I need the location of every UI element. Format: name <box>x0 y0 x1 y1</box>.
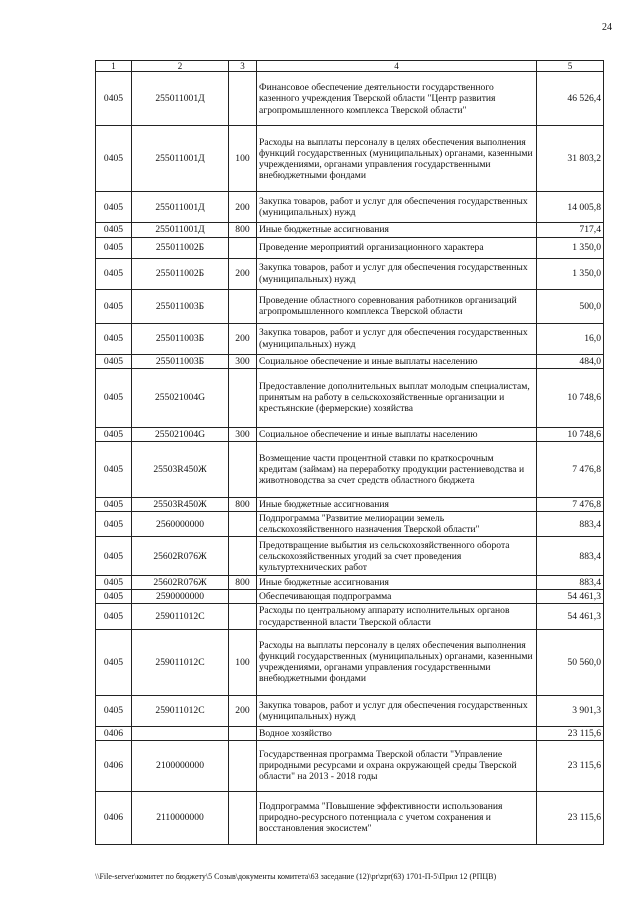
item-name-cell: Иные бюджетные ассигнования <box>257 497 537 511</box>
column-header: 4 <box>257 61 537 72</box>
amount-cell: 50 560,0 <box>537 629 604 695</box>
item-name-cell: Социальное обеспечение и иные выплаты населению <box>257 427 537 441</box>
target-code-cell <box>132 726 229 740</box>
table-row <box>96 258 604 289</box>
column-header: 5 <box>537 61 604 72</box>
item-name-cell: Государственная программа Тверской области "Управление природными ресурсами и охрана окружающей среды Тверской области" на 2013 - 2018 годы <box>257 740 537 791</box>
target-code-cell: 25602R076Ж <box>132 537 229 576</box>
section-code-cell: 0405 <box>96 576 132 590</box>
expense-type-cell: 800 <box>229 576 257 590</box>
section-code-cell: 0405 <box>96 289 132 323</box>
table-row <box>96 511 604 536</box>
item-name-cell: Расходы по центральному аппарату исполнительных органов государственной власти Тверской области <box>257 604 537 629</box>
section-code-cell: 0405 <box>96 192 132 223</box>
amount-cell: 484,0 <box>537 354 604 368</box>
section-code-cell: 0405 <box>96 368 132 427</box>
amount-cell: 54 461,3 <box>537 590 604 604</box>
item-name-cell: Закупка товаров, работ и услуг для обеспечения государственных (муниципальных) нужд <box>257 695 537 726</box>
expense-type-cell <box>229 72 257 126</box>
target-code-cell: 259011012С <box>132 695 229 726</box>
expense-type-cell: 800 <box>229 223 257 237</box>
table-row <box>96 323 604 354</box>
item-name-cell: Социальное обеспечение и иные выплаты населению <box>257 354 537 368</box>
expense-type-cell: 800 <box>229 497 257 511</box>
expense-type-cell <box>229 740 257 791</box>
section-code-cell: 0405 <box>96 223 132 237</box>
item-name-cell: Проведение областного соревнования работников организаций агропромышленного комплекса Тверской области <box>257 289 537 323</box>
target-code-cell: 2100000000 <box>132 740 229 791</box>
section-code-cell: 0405 <box>96 497 132 511</box>
table-row <box>96 576 604 590</box>
amount-cell: 3 901,3 <box>537 695 604 726</box>
table-row <box>96 537 604 576</box>
item-name-cell: Иные бюджетные ассигнования <box>257 576 537 590</box>
amount-cell: 23 115,6 <box>537 791 604 844</box>
table-row <box>96 740 604 791</box>
table-row <box>96 427 604 441</box>
item-name-cell: Закупка товаров, работ и услуг для обеспечения государственных (муниципальных) нужд <box>257 323 537 354</box>
item-name-cell: Расходы на выплаты персоналу в целях обеспечения выполнения функций государственных (муниципальных) органами, казенными учреждениями, органами управления государственными внебюджетными фондами <box>257 126 537 192</box>
target-code-cell: 255021004G <box>132 427 229 441</box>
item-name-cell: Расходы на выплаты персоналу в целях обеспечения выполнения функций государственных (муниципальных) органами, казенными учреждениями, органами управления государственными внебюджетными фондами <box>257 629 537 695</box>
table-row <box>96 354 604 368</box>
amount-cell: 14 005,8 <box>537 192 604 223</box>
table-row <box>96 126 604 192</box>
section-code-cell: 0405 <box>96 258 132 289</box>
item-name-cell: Финансовое обеспечение деятельности государственного казенного учреждения Тверской области "Центр развития агропромышленного комплекса Тверской области" <box>257 72 537 126</box>
amount-cell: 46 526,4 <box>537 72 604 126</box>
amount-cell: 23 115,6 <box>537 740 604 791</box>
item-name-cell: Водное хозяйство <box>257 726 537 740</box>
section-code-cell: 0405 <box>96 604 132 629</box>
section-code-cell: 0405 <box>96 695 132 726</box>
target-code-cell: 255011001Д <box>132 223 229 237</box>
section-code-cell: 0405 <box>96 427 132 441</box>
amount-cell: 883,4 <box>537 537 604 576</box>
section-code-cell: 0405 <box>96 537 132 576</box>
section-code-cell: 0405 <box>96 590 132 604</box>
section-code-cell: 0406 <box>96 726 132 740</box>
table-row <box>96 223 604 237</box>
table-row <box>96 590 604 604</box>
target-code-cell: 255011001Д <box>132 72 229 126</box>
amount-cell: 10 748,6 <box>537 427 604 441</box>
section-code-cell: 0405 <box>96 511 132 536</box>
item-name-cell: Закупка товаров, работ и услуг для обеспечения государственных (муниципальных) нужд <box>257 258 537 289</box>
amount-cell: 883,4 <box>537 576 604 590</box>
expense-type-cell <box>229 726 257 740</box>
amount-cell: 54 461,3 <box>537 604 604 629</box>
expense-type-cell: 100 <box>229 126 257 192</box>
expense-type-cell <box>229 441 257 497</box>
table-row <box>96 604 604 629</box>
item-name-cell: Предоставление дополнительных выплат молодым специалистам, принятым на работу в сельскохозяйственные организации и крестьянские (фермерские) хозяйства <box>257 368 537 427</box>
amount-cell: 717,4 <box>537 223 604 237</box>
expense-type-cell: 200 <box>229 695 257 726</box>
item-name-cell: Подпрограмма "Повышение эффективности использования природно-ресурсного потенциала с учетом сохранения и восстановления экосистем" <box>257 791 537 844</box>
section-code-cell: 0405 <box>96 72 132 126</box>
expense-type-cell: 300 <box>229 427 257 441</box>
amount-cell: 7 476,8 <box>537 497 604 511</box>
footer-file-path: \\File-server\комитет по бюджету\5 Созыв\документы комитета\63 заседание (12)\pr\zpr(63) 1701-П-5\Прил 12 (РПЦВ) <box>95 872 497 881</box>
target-code-cell: 259011012С <box>132 604 229 629</box>
table-header-row <box>96 61 604 72</box>
target-code-cell: 255011002Б <box>132 237 229 258</box>
table-row <box>96 368 604 427</box>
expense-type-cell: 200 <box>229 192 257 223</box>
target-code-cell: 255021004G <box>132 368 229 427</box>
target-code-cell: 25602R076Ж <box>132 576 229 590</box>
item-name-cell: Иные бюджетные ассигнования <box>257 223 537 237</box>
target-code-cell: 255011003Б <box>132 323 229 354</box>
expense-type-cell: 100 <box>229 629 257 695</box>
table-row <box>96 497 604 511</box>
column-header: 2 <box>132 61 229 72</box>
expense-type-cell: 300 <box>229 354 257 368</box>
table-row <box>96 629 604 695</box>
expense-type-cell <box>229 590 257 604</box>
target-code-cell: 25503R450Ж <box>132 441 229 497</box>
table-row <box>96 791 604 844</box>
expense-type-cell <box>229 604 257 629</box>
table-row <box>96 695 604 726</box>
amount-cell: 23 115,6 <box>537 726 604 740</box>
column-header: 3 <box>229 61 257 72</box>
table-row <box>96 192 604 223</box>
item-name-cell: Предотвращение выбытия из сельскохозяйственного оборота сельскохозяйственных угодий за счет проведения культуртехнических работ <box>257 537 537 576</box>
table-row <box>96 289 604 323</box>
target-code-cell: 25503R450Ж <box>132 497 229 511</box>
section-code-cell: 0405 <box>96 629 132 695</box>
section-code-cell: 0405 <box>96 441 132 497</box>
item-name-cell: Возмещение части процентной ставки по краткосрочным кредитам (займам) на переработку продукции растениеводства и животноводства за счет средств областного бюджета <box>257 441 537 497</box>
amount-cell: 1 350,0 <box>537 258 604 289</box>
item-name-cell: Проведение мероприятий организационного характера <box>257 237 537 258</box>
item-name-cell: Подпрограмма "Развитие мелиорации земель сельскохозяйственного назначения Тверской области" <box>257 511 537 536</box>
expense-type-cell <box>229 368 257 427</box>
target-code-cell: 255011001Д <box>132 192 229 223</box>
table-row <box>96 726 604 740</box>
target-code-cell: 2110000000 <box>132 791 229 844</box>
amount-cell: 16,0 <box>537 323 604 354</box>
expense-type-cell <box>229 511 257 536</box>
item-name-cell: Закупка товаров, работ и услуг для обеспечения государственных (муниципальных) нужд <box>257 192 537 223</box>
amount-cell: 500,0 <box>537 289 604 323</box>
amount-cell: 10 748,6 <box>537 368 604 427</box>
target-code-cell: 255011002Б <box>132 258 229 289</box>
target-code-cell: 255011003Б <box>132 354 229 368</box>
amount-cell: 7 476,8 <box>537 441 604 497</box>
target-code-cell: 259011012С <box>132 629 229 695</box>
expense-type-cell: 200 <box>229 258 257 289</box>
expense-type-cell <box>229 537 257 576</box>
column-header: 1 <box>96 61 132 72</box>
section-code-cell: 0405 <box>96 354 132 368</box>
amount-cell: 883,4 <box>537 511 604 536</box>
expense-type-cell: 200 <box>229 323 257 354</box>
table-row <box>96 441 604 497</box>
target-code-cell: 2590000000 <box>132 590 229 604</box>
table-body <box>96 72 604 844</box>
budget-table <box>95 60 604 845</box>
table-row <box>96 237 604 258</box>
amount-cell: 1 350,0 <box>537 237 604 258</box>
section-code-cell: 0405 <box>96 126 132 192</box>
expense-type-cell <box>229 237 257 258</box>
item-name-cell: Обеспечивающая подпрограмма <box>257 590 537 604</box>
section-code-cell: 0405 <box>96 237 132 258</box>
amount-cell: 31 803,2 <box>537 126 604 192</box>
target-code-cell: 255011001Д <box>132 126 229 192</box>
target-code-cell: 255011003Б <box>132 289 229 323</box>
table-row <box>96 72 604 126</box>
section-code-cell: 0406 <box>96 791 132 844</box>
section-code-cell: 0405 <box>96 323 132 354</box>
expense-type-cell <box>229 289 257 323</box>
page-number: 24 <box>602 22 612 33</box>
section-code-cell: 0406 <box>96 740 132 791</box>
target-code-cell: 2560000000 <box>132 511 229 536</box>
expense-type-cell <box>229 791 257 844</box>
